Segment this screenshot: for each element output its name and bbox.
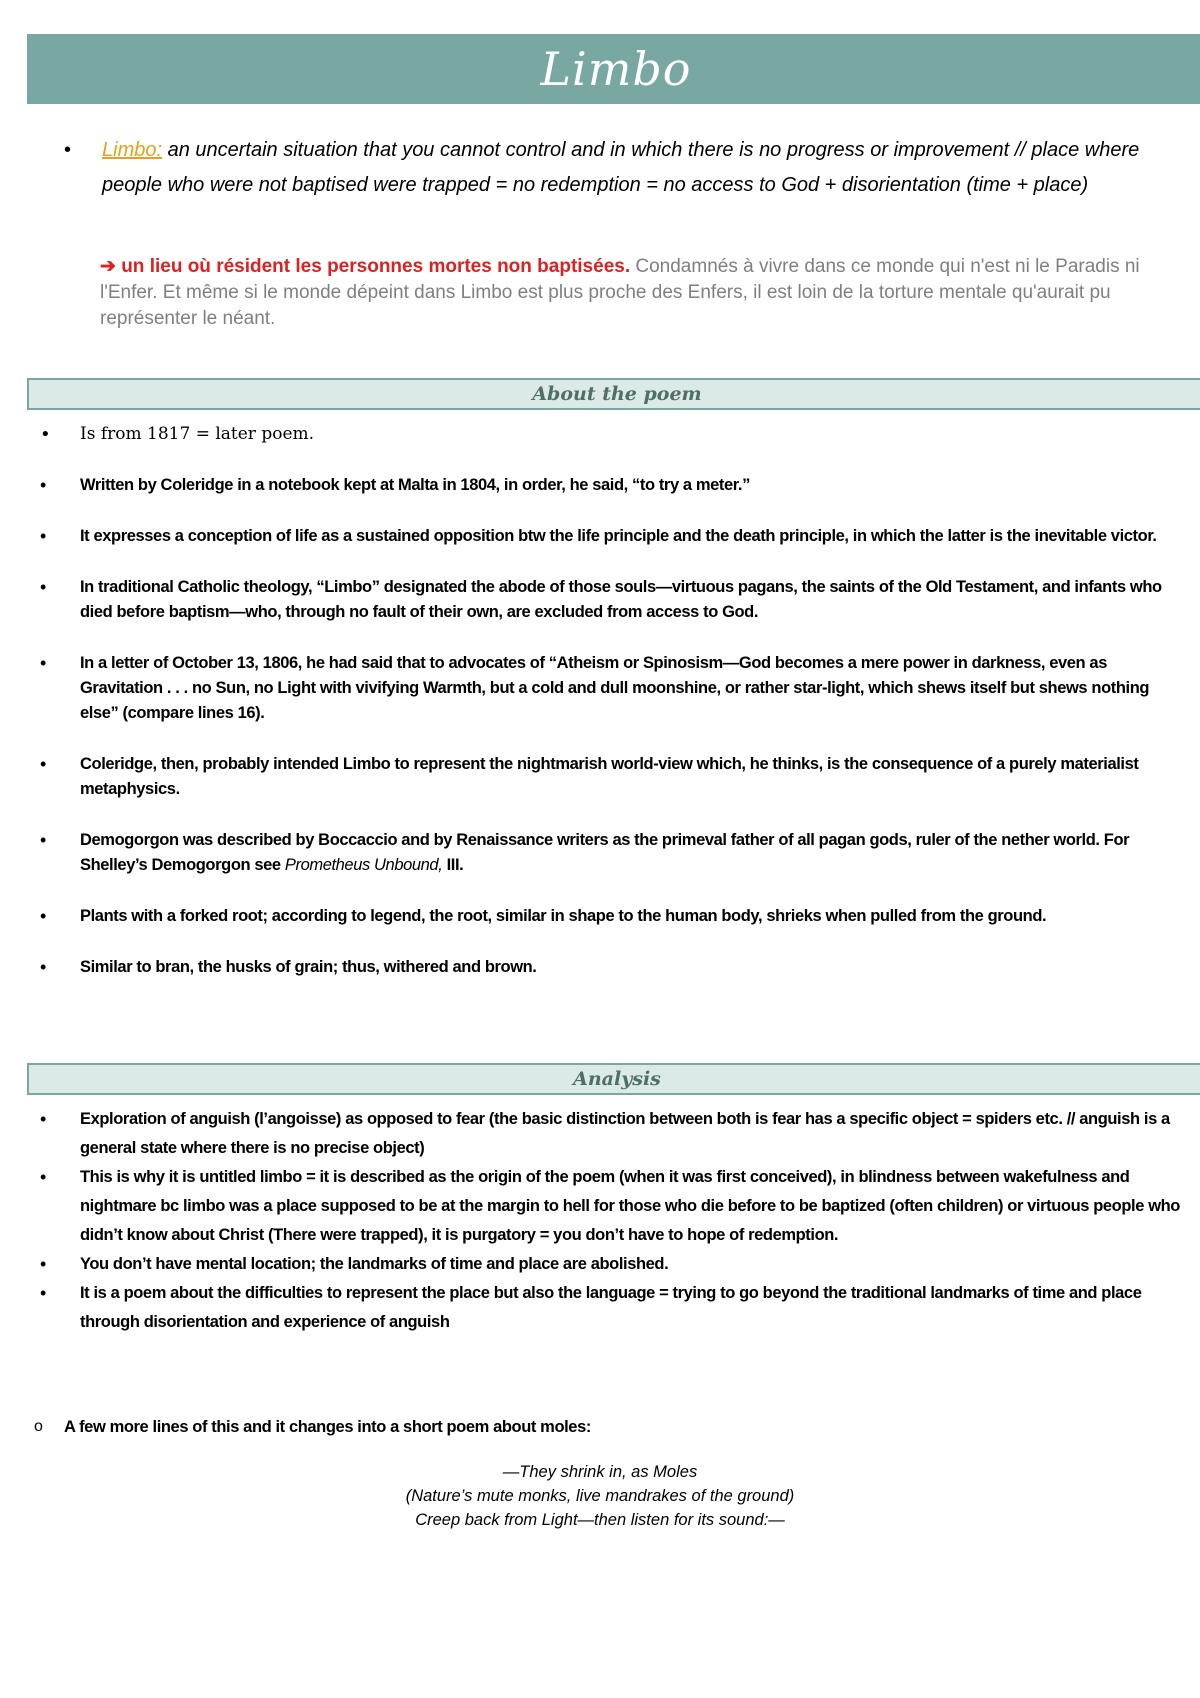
analysis-list xyxy=(30,1105,1190,1337)
list-item xyxy=(30,955,1190,980)
list-item-text: In a letter of October 13, 1806, he had said that to advocates of “Atheism or Spinosism—God becomes a mere power in darkness, even as Gravitation . . . no Sun, no Light with vivifying Warmth, but a cold and dull moonshine, or rather star-light, which shews itself but shews nothing else” (compare lines 16). xyxy=(80,654,1150,722)
poem-line: Creep back from Light—then listen for its sound:— xyxy=(415,1511,785,1529)
list-item xyxy=(30,1279,1190,1337)
demogorgon-suffix: III. xyxy=(442,856,464,874)
bullet-icon: • xyxy=(40,653,46,673)
list-item xyxy=(30,1105,1190,1163)
about-list xyxy=(30,422,1190,1006)
list-item-text: Is from 1817 = later poem. xyxy=(80,424,315,444)
list-item xyxy=(30,524,1190,549)
bullet-icon: • xyxy=(40,1109,46,1129)
list-item-text: Plants with a forked root; according to legend, the root, similar in shape to the human body, shrieks when pulled from the ground. xyxy=(80,907,1047,925)
french-note-text: Condamnés à vivre dans ce monde qui n'est ni le Paradis ni l'Enfer. Et même si le monde dépeint dans Limbo est plus proche des Enfers, il est loin de la torture mentale qu'aurait pu représenter le néant. xyxy=(100,256,1140,329)
title-banner xyxy=(27,34,1200,104)
bullet-icon: • xyxy=(40,830,46,850)
section-heading-about: About the poem xyxy=(27,378,1200,410)
bullet-icon: • xyxy=(40,1167,46,1187)
list-item xyxy=(30,1163,1190,1250)
work-title: Prometheus Unbound, xyxy=(284,856,443,874)
french-note-highlight: un lieu où résident les personnes mortes non baptisées. xyxy=(121,256,631,277)
list-item xyxy=(30,1250,1190,1279)
bullet-icon: • xyxy=(40,754,46,774)
definition-term: Limbo: xyxy=(102,139,163,161)
definition-list xyxy=(60,133,1190,203)
definition-item xyxy=(60,133,1190,203)
list-item xyxy=(30,904,1190,929)
list-item-text: This is why it is untitled limbo = it is described as the origin of the poem (when it was first conceived), in blindness between wakefulness and nightmare bc limbo was a place supposed to be at the margin to hell for those who die before to be baptized (often children) or virtuous people who didn’t know about Christ (There were trapped), it is purgatory = you don’t have to hope of redemption. xyxy=(80,1168,1180,1244)
list-item xyxy=(30,473,1190,498)
list-item-text: Exploration of anguish (l’angoisse) as opposed to fear (the basic distinction between both is fear has a specific object = spiders etc. // anguish is a general state where there is no precise object) xyxy=(80,1110,1170,1157)
bullet-icon: • xyxy=(40,957,46,977)
demogorgon-text: Demogorgon was described by Boccaccio and by Renaissance writers as the primeval father of all pagan gods, ruler of the nether world. For Shelley’s Demogorgon see xyxy=(80,831,1130,874)
poem-line: (Nature’s mute monks, live mandrakes of the ground) xyxy=(405,1487,795,1505)
list-item-text: It expresses a conception of life as a sustained opposition btw the life principle and the death principle, in which the latter is the inevitable victor. xyxy=(80,527,1157,545)
list-item xyxy=(30,828,1190,878)
list-item xyxy=(30,752,1190,802)
list-item-text: You don’t have mental location; the landmarks of time and place are abolished. xyxy=(80,1255,669,1273)
list-item-text: Written by Coleridge in a notebook kept at Malta in 1804, in order, he said, “to try a meter.” xyxy=(80,476,750,494)
poem-line: —They shrink in, as Moles xyxy=(502,1463,698,1481)
bullet-icon: • xyxy=(40,424,51,445)
list-item-text: It is a poem about the difficulties to represent the place but also the language = trying to go beyond the traditional landmarks of time and place through disorientation and experience of anguish xyxy=(80,1284,1142,1331)
definition-text: an uncertain situation that you cannot control and in which there is no progress or improvement // place where people who were not baptised were trapped = no redemption = no access to God + disorientation (time + place) xyxy=(102,139,1140,196)
list-item-text: Similar to bran, the husks of grain; thus, withered and brown. xyxy=(80,958,537,976)
bullet-icon: • xyxy=(40,1254,46,1274)
bullet-icon: • xyxy=(64,139,72,161)
list-item-text: In traditional Catholic theology, “Limbo” designated the abode of those souls—virtuous pagans, the saints of the Old Testament, and infants who died before baptism—who, through no fault of their own, are excluded from access to God. xyxy=(80,578,1162,621)
list-item xyxy=(30,422,1190,447)
bullet-icon: • xyxy=(40,577,46,597)
list-item-text: Coleridge, then, probably intended Limbo to represent the nightmarish world-view which, he thinks, is the consequence of a purely materialist metaphysics. xyxy=(80,755,1139,798)
french-note xyxy=(100,254,1190,332)
page-title: Limbo xyxy=(540,42,692,96)
arrow-icon: ➔ xyxy=(100,256,122,277)
section-heading-analysis: Analysis xyxy=(27,1063,1200,1095)
sub-note-text: A few more lines of this and it changes into a short poem about moles: xyxy=(64,1418,591,1436)
list-item xyxy=(30,575,1190,625)
bullet-icon: • xyxy=(40,526,46,546)
bullet-icon: • xyxy=(40,1283,46,1303)
circle-bullet-icon: o xyxy=(34,1418,43,1435)
poem-excerpt xyxy=(0,1460,1200,1532)
bullet-icon: • xyxy=(40,475,46,495)
list-item xyxy=(30,651,1190,726)
bullet-icon: • xyxy=(40,906,46,926)
sub-note xyxy=(30,1414,1200,1440)
